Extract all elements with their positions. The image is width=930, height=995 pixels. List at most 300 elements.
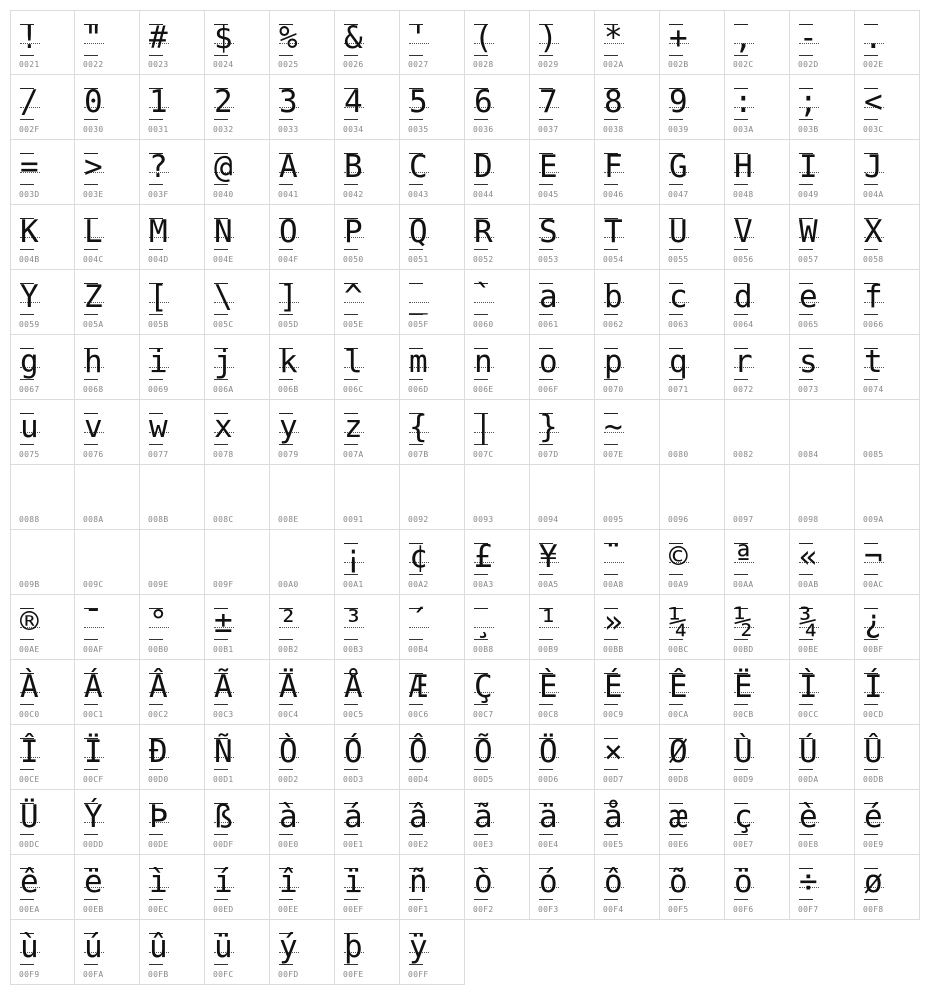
glyph-code: 00AB (798, 580, 819, 589)
glyph-cell[interactable] (270, 75, 335, 140)
glyph-cell[interactable] (595, 10, 660, 75)
glyph-cell[interactable] (595, 75, 660, 140)
glyph-cell[interactable] (660, 595, 725, 660)
glyph-cell[interactable] (270, 465, 335, 530)
glyph-cell[interactable] (400, 465, 465, 530)
glyph-cell[interactable] (790, 465, 855, 530)
glyph-cell[interactable] (10, 790, 75, 855)
glyph-cell[interactable] (725, 790, 790, 855)
glyph-char: æ (669, 799, 688, 835)
glyph-cell[interactable] (660, 725, 725, 790)
glyph-cell[interactable] (530, 660, 595, 725)
glyph-cell[interactable] (855, 855, 920, 920)
glyph-code: 0040 (213, 190, 234, 199)
glyph-cell[interactable] (855, 725, 920, 790)
glyph-code: 00C0 (19, 710, 40, 719)
glyph-cell[interactable] (530, 725, 595, 790)
glyph-char: / (20, 84, 39, 120)
glyph-cell[interactable] (465, 725, 530, 790)
glyph-cell[interactable] (595, 855, 660, 920)
glyph-cell[interactable] (205, 530, 270, 595)
glyph-cell[interactable] (855, 140, 920, 205)
glyph-char: ± (214, 604, 233, 640)
glyph-cell[interactable] (790, 400, 855, 465)
glyph-cell[interactable] (725, 855, 790, 920)
glyph-cell[interactable] (10, 205, 75, 270)
glyph-cell[interactable] (725, 725, 790, 790)
glyph-cell[interactable] (140, 205, 205, 270)
glyph-cell[interactable] (75, 725, 140, 790)
glyph-cell[interactable] (790, 10, 855, 75)
glyph-cell[interactable] (270, 595, 335, 660)
glyph-cell[interactable] (855, 205, 920, 270)
glyph-code: 00FA (83, 970, 104, 979)
glyph-cell[interactable] (270, 660, 335, 725)
glyph-cell[interactable] (595, 270, 660, 335)
glyph-cell[interactable] (790, 270, 855, 335)
glyph-code: 0062 (603, 320, 624, 329)
glyph-cell[interactable] (790, 530, 855, 595)
glyph-cell[interactable] (790, 205, 855, 270)
glyph-code: 0034 (343, 125, 364, 134)
glyph-cell[interactable] (140, 10, 205, 75)
glyph-cell[interactable] (75, 270, 140, 335)
glyph-cell[interactable] (790, 855, 855, 920)
glyph-code: 0088 (19, 515, 40, 524)
glyph-cell[interactable] (465, 140, 530, 205)
glyph-cell[interactable] (400, 725, 465, 790)
glyph-code: 0091 (343, 515, 364, 524)
glyph-cell[interactable] (465, 270, 530, 335)
glyph-code: 005C (213, 320, 234, 329)
glyph-cell[interactable] (205, 10, 270, 75)
glyph-char: , (734, 20, 753, 56)
glyph-cell[interactable] (725, 75, 790, 140)
glyph-cell[interactable] (790, 75, 855, 140)
glyph-cell[interactable] (855, 660, 920, 725)
glyph-cell[interactable] (855, 270, 920, 335)
glyph-code: 004C (83, 255, 104, 264)
glyph-char: - (799, 20, 818, 56)
glyph-cell[interactable] (140, 270, 205, 335)
glyph-cell[interactable] (75, 335, 140, 400)
glyph-cell[interactable] (335, 140, 400, 205)
glyph-cell[interactable] (75, 530, 140, 595)
glyph-code: 00D9 (733, 775, 754, 784)
glyph-cell[interactable] (660, 75, 725, 140)
glyph-cell[interactable] (205, 595, 270, 660)
glyph-cell[interactable] (465, 75, 530, 140)
glyph-char: û (149, 929, 168, 965)
glyph-code: 00DF (213, 840, 234, 849)
glyph-cell[interactable] (140, 920, 205, 985)
glyph-code: 00E7 (733, 840, 754, 849)
glyph-code: 002F (19, 125, 40, 134)
glyph-cell[interactable] (10, 595, 75, 660)
glyph-code: 00B1 (213, 645, 234, 654)
glyph-cell[interactable] (335, 75, 400, 140)
glyph-char: ÷ (799, 864, 818, 900)
glyph-cell[interactable] (140, 660, 205, 725)
glyph-cell[interactable] (725, 660, 790, 725)
glyph-cell[interactable] (75, 855, 140, 920)
glyph-cell[interactable] (335, 660, 400, 725)
glyph-char: Y (20, 279, 39, 315)
glyph-cell[interactable] (530, 270, 595, 335)
glyph-code: 0049 (798, 190, 819, 199)
glyph-cell[interactable] (335, 790, 400, 855)
glyph-cell[interactable] (790, 140, 855, 205)
glyph-cell[interactable] (660, 270, 725, 335)
glyph-cell[interactable] (400, 75, 465, 140)
glyph-code: 003C (863, 125, 884, 134)
glyph-char: ? (149, 149, 168, 185)
glyph-code: 009F (213, 580, 234, 589)
glyph-cell[interactable] (270, 400, 335, 465)
glyph-cell[interactable] (270, 140, 335, 205)
glyph-char: é (864, 799, 883, 835)
glyph-cell[interactable] (75, 75, 140, 140)
glyph-cell[interactable] (530, 205, 595, 270)
glyph-code: 008B (148, 515, 169, 524)
glyph-cell[interactable] (140, 530, 205, 595)
glyph-char: w (149, 409, 168, 445)
glyph-cell[interactable] (660, 660, 725, 725)
glyph-code: 004A (863, 190, 884, 199)
glyph-code: 00ED (213, 905, 234, 914)
glyph-cell[interactable] (75, 660, 140, 725)
glyph-char: 8 (604, 84, 623, 120)
glyph-code: 003D (19, 190, 40, 199)
glyph-cell[interactable] (10, 725, 75, 790)
glyph-cell[interactable] (725, 595, 790, 660)
glyph-char: ^ (344, 279, 363, 315)
glyph-cell[interactable] (465, 595, 530, 660)
glyph-cell[interactable] (140, 335, 205, 400)
glyph-char: ¯ (84, 604, 103, 640)
glyph-cell[interactable] (465, 660, 530, 725)
glyph-code: 0097 (733, 515, 754, 524)
glyph-cell[interactable] (530, 75, 595, 140)
glyph-char: 0 (84, 84, 103, 120)
glyph-cell[interactable] (530, 335, 595, 400)
glyph-cell[interactable] (855, 465, 920, 530)
glyph-cell[interactable] (530, 400, 595, 465)
glyph-cell[interactable] (660, 855, 725, 920)
glyph-cell[interactable] (400, 335, 465, 400)
glyph-cell[interactable] (660, 400, 725, 465)
glyph-cell[interactable] (725, 530, 790, 595)
glyph-cell[interactable] (855, 595, 920, 660)
glyph-cell[interactable] (75, 400, 140, 465)
glyph-cell[interactable] (205, 270, 270, 335)
glyph-cell[interactable] (595, 400, 660, 465)
glyph-cell[interactable] (400, 920, 465, 985)
glyph-char: Í (864, 669, 883, 705)
glyph-code: 0024 (213, 60, 234, 69)
glyph-code: 006E (473, 385, 494, 394)
glyph-cell[interactable] (75, 465, 140, 530)
glyph-code: 0022 (83, 60, 104, 69)
glyph-cell[interactable] (725, 465, 790, 530)
glyph-char: s (799, 344, 818, 380)
glyph-code: 00FB (148, 970, 169, 979)
glyph-cell[interactable] (465, 400, 530, 465)
glyph-cell[interactable] (10, 140, 75, 205)
glyph-cell[interactable] (335, 595, 400, 660)
glyph-cell[interactable] (335, 530, 400, 595)
glyph-char: î (279, 864, 298, 900)
glyph-code: 0050 (343, 255, 364, 264)
glyph-cell[interactable] (725, 335, 790, 400)
glyph-cell[interactable] (205, 465, 270, 530)
glyph-cell[interactable] (10, 335, 75, 400)
glyph-char: ] (279, 279, 298, 315)
glyph-cell[interactable] (335, 855, 400, 920)
glyph-cell[interactable] (75, 920, 140, 985)
glyph-cell[interactable] (855, 530, 920, 595)
glyph-cell[interactable] (10, 855, 75, 920)
glyph-cell[interactable] (465, 10, 530, 75)
glyph-cell[interactable] (855, 10, 920, 75)
glyph-cell[interactable] (75, 595, 140, 660)
glyph-cell[interactable] (660, 465, 725, 530)
glyph-code: 0033 (278, 125, 299, 134)
glyph-cell[interactable] (140, 140, 205, 205)
glyph-code: 00E8 (798, 840, 819, 849)
glyph-char: ¸ (474, 604, 493, 640)
glyph-cell[interactable] (335, 465, 400, 530)
glyph-cell[interactable] (595, 790, 660, 855)
glyph-code: 0096 (668, 515, 689, 524)
glyph-cell[interactable] (790, 725, 855, 790)
glyph-cell[interactable] (530, 530, 595, 595)
glyph-cell[interactable] (465, 790, 530, 855)
glyph-cell[interactable] (660, 530, 725, 595)
glyph-cell[interactable] (595, 725, 660, 790)
glyph-code: 00E4 (538, 840, 559, 849)
glyph-cell[interactable] (855, 400, 920, 465)
glyph-cell[interactable] (75, 10, 140, 75)
glyph-cell[interactable] (335, 920, 400, 985)
glyph-cell[interactable] (530, 595, 595, 660)
glyph-cell[interactable] (10, 530, 75, 595)
glyph-cell[interactable] (400, 855, 465, 920)
glyph-cell[interactable] (270, 530, 335, 595)
glyph-code: 002E (863, 60, 884, 69)
glyph-cell[interactable] (530, 140, 595, 205)
glyph-cell[interactable] (855, 75, 920, 140)
glyph-cell[interactable] (75, 205, 140, 270)
glyph-cell[interactable] (205, 855, 270, 920)
glyph-code: 00C7 (473, 710, 494, 719)
glyph-code: 0069 (148, 385, 169, 394)
glyph-code: 0036 (473, 125, 494, 134)
glyph-cell[interactable] (660, 10, 725, 75)
glyph-char: ³ (344, 604, 363, 640)
glyph-cell[interactable] (790, 335, 855, 400)
glyph-char: R (474, 214, 493, 250)
glyph-code: 009E (148, 580, 169, 589)
glyph-char: e (799, 279, 818, 315)
glyph-cell[interactable] (140, 725, 205, 790)
glyph-cell[interactable] (335, 400, 400, 465)
glyph-cell[interactable] (10, 270, 75, 335)
glyph-cell[interactable] (465, 530, 530, 595)
glyph-code: 00E3 (473, 840, 494, 849)
glyph-cell[interactable] (270, 270, 335, 335)
glyph-cell[interactable] (10, 465, 75, 530)
glyph-code: 0042 (343, 190, 364, 199)
glyph-cell[interactable] (595, 530, 660, 595)
glyph-cell[interactable] (205, 400, 270, 465)
glyph-char: 1 (149, 84, 168, 120)
glyph-cell[interactable] (10, 10, 75, 75)
glyph-char: Ô (409, 734, 428, 770)
glyph-cell[interactable] (270, 335, 335, 400)
glyph-cell[interactable] (530, 465, 595, 530)
glyph-cell[interactable] (335, 10, 400, 75)
glyph-cell[interactable] (595, 465, 660, 530)
glyph-cell[interactable] (660, 335, 725, 400)
glyph-cell[interactable] (790, 595, 855, 660)
glyph-code: 0026 (343, 60, 364, 69)
glyph-cell[interactable] (400, 530, 465, 595)
glyph-cell[interactable] (205, 140, 270, 205)
glyph-code: 00AA (733, 580, 754, 589)
glyph-cell[interactable] (140, 400, 205, 465)
glyph-cell[interactable] (725, 270, 790, 335)
glyph-char: o (539, 344, 558, 380)
glyph-cell[interactable] (725, 400, 790, 465)
glyph-cell[interactable] (270, 790, 335, 855)
glyph-cell[interactable] (530, 790, 595, 855)
glyph-char: Ñ (214, 734, 233, 770)
glyph-cell[interactable] (400, 790, 465, 855)
glyph-cell[interactable] (140, 75, 205, 140)
glyph-cell[interactable] (205, 790, 270, 855)
glyph-cell[interactable] (205, 725, 270, 790)
glyph-cell[interactable] (530, 10, 595, 75)
glyph-cell[interactable] (660, 205, 725, 270)
glyph-char: % (279, 20, 298, 56)
glyph-cell[interactable] (10, 75, 75, 140)
glyph-cell[interactable] (10, 920, 75, 985)
glyph-char: $ (214, 20, 233, 56)
glyph-cell[interactable] (10, 660, 75, 725)
glyph-cell[interactable] (205, 75, 270, 140)
glyph-cell[interactable] (595, 335, 660, 400)
glyph-cell[interactable] (335, 335, 400, 400)
glyph-code: 00A2 (408, 580, 429, 589)
glyph-cell[interactable] (465, 205, 530, 270)
glyph-code: 004F (278, 255, 299, 264)
glyph-cell[interactable] (270, 10, 335, 75)
glyph-cell[interactable] (270, 920, 335, 985)
glyph-cell[interactable] (140, 855, 205, 920)
glyph-char: Ã (214, 669, 233, 705)
glyph-cell[interactable] (595, 595, 660, 660)
glyph-char: ê (20, 864, 39, 900)
glyph-cell[interactable] (335, 725, 400, 790)
glyph-code: 0074 (863, 385, 884, 394)
glyph-cell[interactable] (400, 400, 465, 465)
glyph-code: 006F (538, 385, 559, 394)
glyph-cell[interactable] (205, 920, 270, 985)
glyph-cell[interactable] (75, 790, 140, 855)
glyph-cell[interactable] (855, 790, 920, 855)
glyph-code: 00C9 (603, 710, 624, 719)
glyph-code: 00DC (19, 840, 40, 849)
glyph-cell[interactable] (205, 660, 270, 725)
glyph-code: 007D (538, 450, 559, 459)
glyph-cell[interactable] (270, 855, 335, 920)
glyph-code: 003F (148, 190, 169, 199)
glyph-code: 0085 (863, 450, 884, 459)
glyph-cell[interactable] (790, 790, 855, 855)
glyph-cell[interactable] (140, 790, 205, 855)
glyph-char: ó (539, 864, 558, 900)
glyph-char: Þ (149, 799, 168, 835)
glyph-cell[interactable] (595, 140, 660, 205)
glyph-cell[interactable] (725, 140, 790, 205)
glyph-char: ( (474, 20, 493, 56)
glyph-cell[interactable] (595, 660, 660, 725)
glyph-cell[interactable] (400, 595, 465, 660)
glyph-cell[interactable] (725, 10, 790, 75)
glyph-cell[interactable] (465, 855, 530, 920)
glyph-char: G (669, 149, 688, 185)
glyph-cell[interactable] (10, 400, 75, 465)
glyph-cell[interactable] (855, 335, 920, 400)
glyph-char: » (604, 604, 623, 640)
glyph-cell[interactable] (75, 140, 140, 205)
glyph-cell[interactable] (595, 205, 660, 270)
glyph-cell[interactable] (400, 140, 465, 205)
glyph-cell[interactable] (400, 205, 465, 270)
glyph-cell[interactable] (790, 660, 855, 725)
glyph-cell[interactable] (270, 725, 335, 790)
glyph-cell[interactable] (140, 595, 205, 660)
glyph-code: 00C4 (278, 710, 299, 719)
glyph-cell[interactable] (335, 205, 400, 270)
glyph-cell[interactable] (270, 205, 335, 270)
glyph-cell[interactable] (400, 10, 465, 75)
glyph-cell[interactable] (660, 790, 725, 855)
glyph-char: Ý (84, 799, 103, 835)
glyph-cell[interactable] (400, 270, 465, 335)
glyph-char: ¢ (409, 539, 428, 575)
glyph-cell[interactable] (465, 465, 530, 530)
glyph-char: > (84, 149, 103, 185)
glyph-cell[interactable] (205, 335, 270, 400)
glyph-cell[interactable] (335, 270, 400, 335)
glyph-cell[interactable] (140, 465, 205, 530)
glyph-cell[interactable] (205, 205, 270, 270)
glyph-cell[interactable] (465, 335, 530, 400)
glyph-char: Q (409, 214, 428, 250)
glyph-code: 003B (798, 125, 819, 134)
glyph-cell[interactable] (530, 855, 595, 920)
glyph-cell[interactable] (660, 140, 725, 205)
glyph-char: ò (474, 864, 493, 900)
glyph-char: ï (344, 864, 363, 900)
glyph-cell[interactable] (725, 205, 790, 270)
glyph-cell[interactable] (400, 660, 465, 725)
glyph-char: Â (149, 669, 168, 705)
glyph-char: Ê (669, 669, 688, 705)
glyph-char: D (474, 149, 493, 185)
